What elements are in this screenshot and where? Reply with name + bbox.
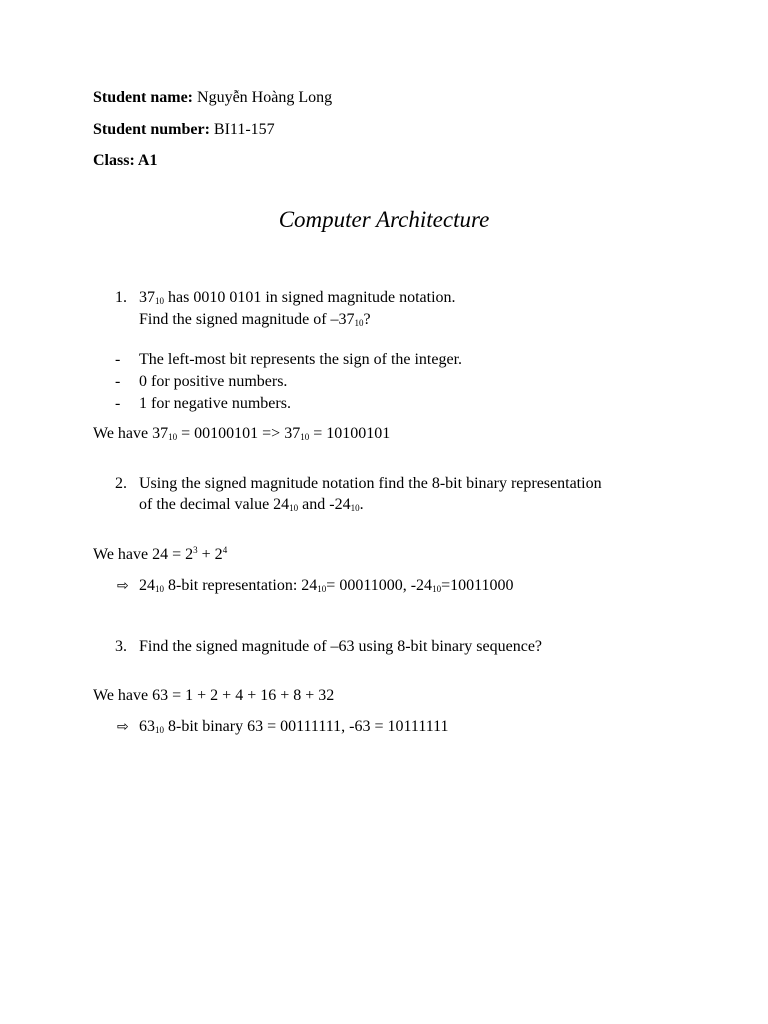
question-2-line-1: 2. Using the signed magnitude notation find the 8-bit binary representation (115, 475, 602, 492)
question-1-number: 1. (115, 289, 127, 306)
question-2-conclusion: ⇨ $24_{10}$ 8-bit representation: $24_{10}= 00011000$, $-24_{10}=10011000$ (117, 577, 514, 594)
right-arrow-icon: ⇨ (117, 578, 129, 594)
student-number-line (93, 120, 275, 140)
question-2-answer: We have $24 = 2^3 + 2^4$ (93, 545, 228, 563)
student-number-value: BI11-157 (213, 121, 275, 138)
class-label: Class: A1 (93, 152, 158, 169)
question-1-line-2: Find the signed magnitude of $-37_{10}$? (139, 311, 371, 328)
student-name-value: Nguyễn Hoàng Long (197, 89, 333, 106)
question-2-line-2: of the decimal value $24_{10}$ and $-24_{10}$. (139, 496, 364, 513)
dash-bullet: - (115, 351, 121, 368)
question-3-conclusion: ⇨ $63_{10}$ 8-bit binary 63 = 00111111, -63 = 10111111 (117, 718, 449, 735)
question-3-line-1: 3. Find the signed magnitude of –63 using 8-bit binary sequence? (115, 638, 543, 655)
dash-bullet: - (115, 373, 121, 390)
student-name-line (93, 88, 332, 108)
bullet-item: - 0 for positive numbers. (115, 373, 288, 390)
bullet-item: - 1 for negative numbers. (115, 395, 291, 412)
page-title: Computer Architecture (278, 207, 490, 232)
question-1-answer: We have $37_{10} = 00100101 => 37_{10} = 10100101$ (93, 425, 391, 442)
question-2-number: 2. (115, 475, 127, 492)
bullet-item: - The left-most bit represents the sign of the integer. (115, 351, 463, 368)
dash-bullet: - (115, 395, 121, 412)
student-number-label: Student number: (93, 121, 210, 138)
right-arrow-icon: ⇨ (117, 719, 129, 735)
question-3-answer: We have 63 = 1 + 2 + 4 + 16 + 8 + 32 (93, 687, 335, 704)
question-3-number: 3. (115, 638, 127, 655)
question-1-line-1: 1. $37_{10}$ has 0010 0101 in signed magnitude notation. (115, 289, 456, 306)
student-name-label: Student name: (93, 89, 194, 106)
